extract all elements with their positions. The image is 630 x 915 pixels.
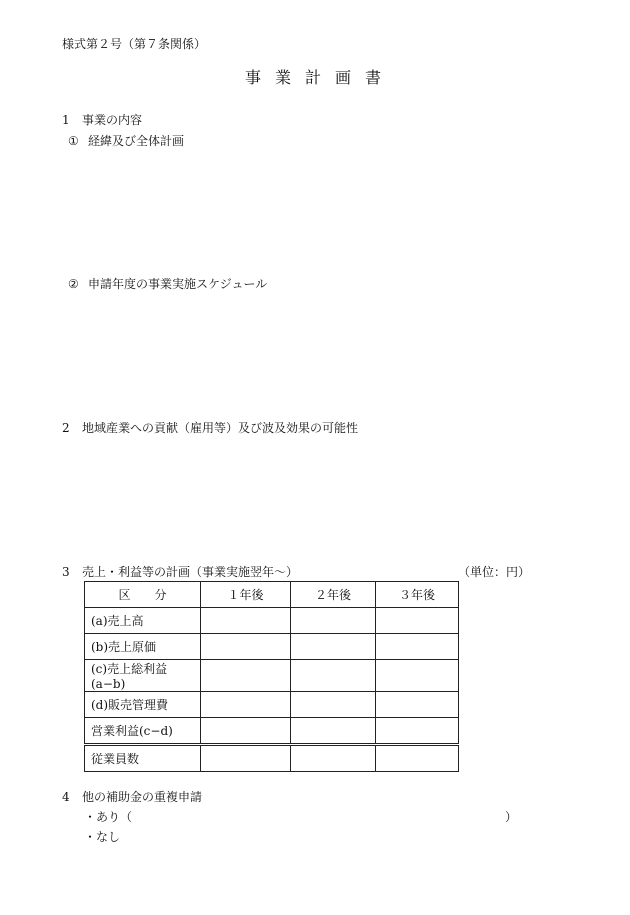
form-number: 様式第２号（第７条関係） [62,37,207,51]
section-1-number: 1 [62,113,70,127]
sub-1-label: 経緯及び全体計画 [88,134,185,148]
table-cell[interactable] [291,692,376,718]
option-yes: ・あり（ [84,810,133,824]
table-row [85,692,459,718]
section-1-sub-1 [68,133,184,149]
table-row [85,634,459,660]
table-cell[interactable] [201,718,291,745]
table-cell[interactable] [376,692,459,718]
table-cell[interactable] [291,608,376,634]
sales-profit-plan-table [84,581,459,772]
row-label-sga-expenses: (d)販売管理費 [85,692,201,718]
table-cell[interactable] [201,745,291,772]
table-row [85,718,459,745]
table-cell[interactable] [376,718,459,745]
section-3-number: 3 [62,565,70,579]
table-cell[interactable] [376,745,459,772]
table-row [85,660,459,692]
table-cell[interactable] [201,660,291,692]
section-4-heading [62,789,202,805]
option-yes-close-paren: ） [505,810,518,824]
table-row [85,745,459,772]
row-label-operating-profit: 営業利益(c−d) [85,718,201,745]
document-title: 事業計画書 [244,68,395,87]
table-cell[interactable] [201,608,291,634]
row-label-employees: 従業員数 [85,745,201,772]
table-cell[interactable] [291,634,376,660]
table-cell[interactable] [291,718,376,745]
table-cell[interactable] [291,745,376,772]
section-1-sub-2 [68,276,267,292]
unit-label: （単位：円） [458,565,531,579]
table-row [85,608,459,634]
section-3-heading [62,564,298,580]
sub-2-marker: ② [68,277,79,291]
table-cell[interactable] [376,660,459,692]
table-cell[interactable] [376,634,459,660]
header-year-3: ３年後 [376,582,459,608]
section-2-heading [62,420,358,436]
header-year-2: ２年後 [291,582,376,608]
row-label-sales: (a)売上高 [85,608,201,634]
header-category: 区 分 [85,582,201,608]
sub-2-label: 申請年度の事業実施スケジュール [88,277,268,291]
table-cell[interactable] [201,692,291,718]
section-1-title: 事業の内容 [82,113,143,127]
row-label-gross-profit: (c)売上総利益(a−b) [85,660,201,692]
table-cell[interactable] [201,634,291,660]
table-cell[interactable] [291,660,376,692]
section-3-title: 売上・利益等の計画（事業実施翌年～） [82,565,299,579]
section-4-title: 他の補助金の重複申請 [82,790,203,804]
section-4-number: 4 [62,790,70,804]
row-label-cost-of-sales: (b)売上原価 [85,634,201,660]
section-2-title: 地域産業への貢献（雇用等）及び波及効果の可能性 [82,421,359,435]
section-2-number: 2 [62,421,70,435]
header-year-1: １年後 [201,582,291,608]
section-1-heading [62,112,142,128]
option-no: ・なし [84,830,121,844]
table-header-row [85,582,459,608]
sub-1-marker: ① [68,134,79,148]
table-cell[interactable] [376,608,459,634]
